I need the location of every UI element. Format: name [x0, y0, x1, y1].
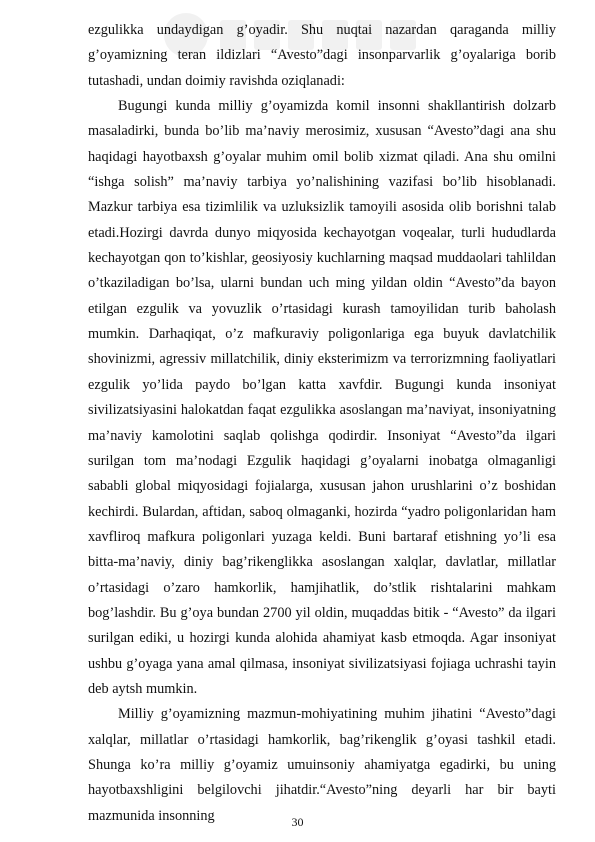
paragraph-1: ezgulikka undaydigan g’oyadir. Shu nuqtai nazardan qaraganda milliy g’oyamizning teran ildizlari “Avesto”dagi insonparvarlik g’oyalariga borib tutashadi, undan doimiy ravishda oziqlanadi:	[88, 22, 556, 89]
paragraph-2: Bugungi kunda milliy g’oyamizda komil insonni shakllantirish dolzarb masaladirki, bunda bo’lib ma’naviy merosimiz, xususan “Avesto”dagi ana shu haqidagi hayotbaxsh g’oyalar muhim omil bolib xizmat qiladi. Ana shu omilni “ishga solish” ma’naviy tarbiya yo’nalishining vazifasi bo’lib hisoblanadi. Mazkur tarbiya esa tizimlilik va uzluksizlik tamoyili asosida olib borishni talab etadi.Hozirgi davrda dunyo miqyosida kechayotgan voqealar, turli hududlarda kechayotgan qon to’kishlar, geosiyosiy kuchlarning maqsad muddaolari tahlildan o’tkaziladigan bo’lsa, ularni bundan uch ming yildan oldin “Avesto”da bayon etilgan ezgulik va yovuzlik o’rtasidagi kurash tamoyilidan turib baholash mumkin. Darhaqiqat, o’z mafkuraviy poligonlariga ega buyuk davlatchilik shovinizmi, agressiv millatchilik, diniy eksterimizm va terrorizmning faoliyatlari ezgulik yo’lida paydo bo’lgan katta xavfdir. Bugungi kunda insoniyat sivilizatsiyasini halokatdan faqat ezgulikka asoslangan ma’naviyat, insoniyatning ma’naviy kamolotini saqlab qolishga qodirdir. Insoniyat “Avesto”da ilgari surilgan tom ma’nodagi Ezgulik haqidagi g’oyalarni inobatga olmaganligi sababli global miqyosidagi fojialarga, xususan jahon urushlarini o’z boshidan kechirdi. Bulardan, aftidan, saboq olmaganki, hozirda “yadro poligonlaridan ham xavfliroq mafkura poligonlari yuzaga keldi. Buni bartaraf etishning yo’li esa bitta-ma’naviy, diniy bag’rikenglikka asoslangan xalqlar, davlatlar, millatlar o’rtasidagi o’zaro hamkorlik, hamjihatlik, do’stlik rishtalarini mahkam bog’lashdir. Bu g’oya bundan 2700 yil oldin, muqaddas bitik - “Avesto” da ilgari surilgan ediki, u hozirgi kunda alohida ahamiyat kasb etmoqda. Agar insoniyat ushbu g’oyaga yana amal qilmasa, insoniyat sivilizatsiyasi fojiaga uchrashi tayin deb aytsh mumkin.	[88, 98, 556, 697]
paragraph-3: Milliy g’oyamizning mazmun-mohiyatining muhim jihatini “Avesto”dagi xalqlar, millatlar o’rtasidagi hamkorlik, bag’rikenglik g’oyasi tashkil etadi. Shunga ko’ra milliy g’oyamiz umuinsoniy ahamiyatga egadirki, bu uning hayotbaxshligini belgilovchi jihatdir.“Avesto”ning deyarli har bir bayti mazmunida insonning	[88, 706, 556, 824]
body-text	[88, 18, 556, 829]
page-number: 30	[291, 815, 304, 829]
